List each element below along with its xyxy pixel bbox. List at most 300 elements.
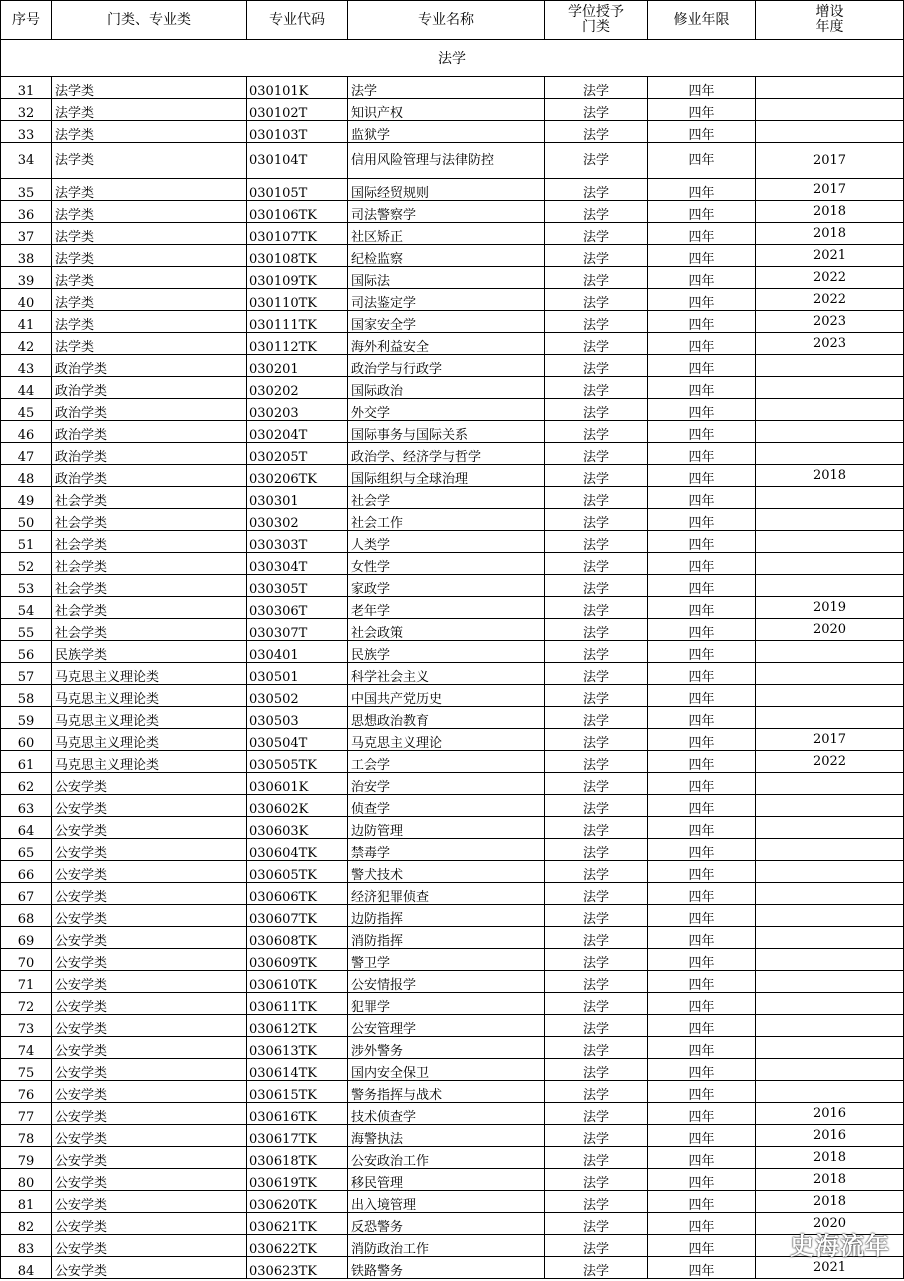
table-row <box>1 883 904 905</box>
cell-degree: 法学 <box>545 1081 648 1103</box>
cell-category: 公安学类 <box>52 1235 247 1257</box>
cell-degree: 法学 <box>545 121 648 143</box>
cell-code: 030607TK <box>247 905 348 927</box>
cell-name: 犯罪学 <box>348 993 545 1015</box>
cell-year <box>756 399 904 421</box>
table-row <box>1 575 904 597</box>
table-row <box>1 1147 904 1169</box>
cell-degree: 法学 <box>545 1257 648 1279</box>
cell-category: 政治学类 <box>52 443 247 465</box>
cell-category: 政治学类 <box>52 465 247 487</box>
cell-code: 030112TK <box>247 333 348 355</box>
cell-category: 公安学类 <box>52 1191 247 1213</box>
cell-name: 国家安全学 <box>348 311 545 333</box>
cell-degree: 法学 <box>545 1235 648 1257</box>
cell-code: 030101K <box>247 77 348 99</box>
table-row <box>1 993 904 1015</box>
table-row <box>1 949 904 971</box>
cell-seq: 76 <box>1 1081 52 1103</box>
cell-duration: 四年 <box>648 1015 756 1037</box>
cell-category: 社会学类 <box>52 619 247 641</box>
cell-name: 涉外警务 <box>348 1037 545 1059</box>
cell-year <box>756 355 904 377</box>
table-row <box>1 729 904 751</box>
cell-duration: 四年 <box>648 729 756 751</box>
cell-duration: 四年 <box>648 1257 756 1279</box>
cell-duration: 四年 <box>648 77 756 99</box>
cell-code: 030603K <box>247 817 348 839</box>
cell-degree: 法学 <box>545 619 648 641</box>
cell-category: 社会学类 <box>52 575 247 597</box>
cell-duration: 四年 <box>648 179 756 201</box>
cell-name: 民族学 <box>348 641 545 663</box>
cell-degree: 法学 <box>545 751 648 773</box>
table-row <box>1 795 904 817</box>
cell-name: 家政学 <box>348 575 545 597</box>
cell-degree: 法学 <box>545 333 648 355</box>
cell-category: 公安学类 <box>52 1037 247 1059</box>
header-year-line2: 年度 <box>815 19 844 35</box>
cell-degree: 法学 <box>545 1147 648 1169</box>
header-name: 专业名称 <box>348 1 545 40</box>
cell-code: 030501 <box>247 663 348 685</box>
cell-year <box>756 99 904 121</box>
cell-seq: 78 <box>1 1125 52 1147</box>
cell-category: 法学类 <box>52 143 247 179</box>
header-degree <box>545 1 648 40</box>
header-duration: 修业年限 <box>648 1 756 40</box>
table-row <box>1 641 904 663</box>
table-row <box>1 839 904 861</box>
cell-duration: 四年 <box>648 971 756 993</box>
cell-category: 法学类 <box>52 245 247 267</box>
cell-code: 030204T <box>247 421 348 443</box>
cell-year <box>756 1015 904 1037</box>
cell-name: 公安情报学 <box>348 971 545 993</box>
cell-category: 公安学类 <box>52 927 247 949</box>
cell-code: 030307T <box>247 619 348 641</box>
cell-degree: 法学 <box>545 1059 648 1081</box>
cell-seq: 33 <box>1 121 52 143</box>
cell-degree: 法学 <box>545 993 648 1015</box>
cell-code: 030202 <box>247 377 348 399</box>
cell-duration: 四年 <box>648 1125 756 1147</box>
cell-year <box>756 1037 904 1059</box>
cell-year <box>756 993 904 1015</box>
cell-code: 030616TK <box>247 1103 348 1125</box>
cell-code: 030306T <box>247 597 348 619</box>
cell-degree: 法学 <box>545 575 648 597</box>
cell-degree: 法学 <box>545 487 648 509</box>
table-row <box>1 1103 904 1125</box>
cell-year: 2018 <box>756 1147 904 1169</box>
cell-seq: 64 <box>1 817 52 839</box>
cell-category: 法学类 <box>52 77 247 99</box>
cell-duration: 四年 <box>648 355 756 377</box>
cell-seq: 66 <box>1 861 52 883</box>
cell-name: 消防指挥 <box>348 927 545 949</box>
cell-year: 2023 <box>756 333 904 355</box>
cell-seq: 53 <box>1 575 52 597</box>
cell-name: 国内安全保卫 <box>348 1059 545 1081</box>
cell-name: 工会学 <box>348 751 545 773</box>
cell-degree: 法学 <box>545 927 648 949</box>
cell-name: 海外利益安全 <box>348 333 545 355</box>
table-row <box>1 143 904 179</box>
cell-category: 马克思主义理论类 <box>52 685 247 707</box>
header-seq: 序号 <box>1 1 52 40</box>
cell-duration: 四年 <box>648 465 756 487</box>
cell-year: 2018 <box>756 1169 904 1191</box>
cell-seq: 70 <box>1 949 52 971</box>
cell-degree: 法学 <box>545 1037 648 1059</box>
cell-year <box>756 77 904 99</box>
cell-name: 社会政策 <box>348 619 545 641</box>
header-category: 门类、专业类 <box>52 1 247 40</box>
cell-code: 030105T <box>247 179 348 201</box>
cell-code: 030505TK <box>247 751 348 773</box>
cell-category: 政治学类 <box>52 421 247 443</box>
cell-degree: 法学 <box>545 773 648 795</box>
cell-degree: 法学 <box>545 1015 648 1037</box>
cell-seq: 57 <box>1 663 52 685</box>
cell-name: 警务指挥与战术 <box>348 1081 545 1103</box>
header-code: 专业代码 <box>247 1 348 40</box>
table-row <box>1 1213 904 1235</box>
cell-seq: 71 <box>1 971 52 993</box>
cell-year: 2018 <box>756 201 904 223</box>
cell-degree: 法学 <box>545 77 648 99</box>
cell-name: 公安管理学 <box>348 1015 545 1037</box>
cell-duration: 四年 <box>648 245 756 267</box>
cell-code: 030206TK <box>247 465 348 487</box>
cell-degree: 法学 <box>545 99 648 121</box>
table-row <box>1 971 904 993</box>
cell-year: 2016 <box>756 1125 904 1147</box>
cell-code: 030301 <box>247 487 348 509</box>
table-row <box>1 1015 904 1037</box>
cell-seq: 39 <box>1 267 52 289</box>
cell-degree: 法学 <box>545 1191 648 1213</box>
cell-duration: 四年 <box>648 99 756 121</box>
cell-degree: 法学 <box>545 1169 648 1191</box>
cell-year <box>756 971 904 993</box>
cell-duration: 四年 <box>648 421 756 443</box>
cell-category: 社会学类 <box>52 597 247 619</box>
cell-seq: 68 <box>1 905 52 927</box>
cell-degree: 法学 <box>545 245 648 267</box>
cell-category: 公安学类 <box>52 795 247 817</box>
cell-seq: 41 <box>1 311 52 333</box>
cell-duration: 四年 <box>648 949 756 971</box>
cell-name: 政治学与行政学 <box>348 355 545 377</box>
cell-duration: 四年 <box>648 487 756 509</box>
cell-code: 030612TK <box>247 1015 348 1037</box>
cell-name: 国际经贸规则 <box>348 179 545 201</box>
cell-seq: 45 <box>1 399 52 421</box>
table-row <box>1 1059 904 1081</box>
cell-year: 2018 <box>756 465 904 487</box>
cell-seq: 49 <box>1 487 52 509</box>
cell-category: 公安学类 <box>52 1147 247 1169</box>
cell-degree: 法学 <box>545 663 648 685</box>
table-row <box>1 1191 904 1213</box>
cell-code: 030613TK <box>247 1037 348 1059</box>
cell-duration: 四年 <box>648 861 756 883</box>
cell-name: 老年学 <box>348 597 545 619</box>
cell-code: 030108TK <box>247 245 348 267</box>
cell-degree: 法学 <box>545 443 648 465</box>
cell-degree: 法学 <box>545 861 648 883</box>
cell-seq: 69 <box>1 927 52 949</box>
cell-year: 2018 <box>756 1191 904 1213</box>
cell-year: 2021 <box>756 245 904 267</box>
cell-code: 030401 <box>247 641 348 663</box>
cell-seq: 32 <box>1 99 52 121</box>
cell-name: 法学 <box>348 77 545 99</box>
cell-code: 030504T <box>247 729 348 751</box>
cell-duration: 四年 <box>648 377 756 399</box>
cell-degree: 法学 <box>545 1103 648 1125</box>
table-row <box>1 487 904 509</box>
cell-name: 监狱学 <box>348 121 545 143</box>
cell-category: 马克思主义理论类 <box>52 663 247 685</box>
cell-year <box>756 795 904 817</box>
cell-degree: 法学 <box>545 839 648 861</box>
cell-seq: 84 <box>1 1257 52 1279</box>
table-row <box>1 1257 904 1279</box>
cell-category: 公安学类 <box>52 993 247 1015</box>
cell-seq: 75 <box>1 1059 52 1081</box>
cell-seq: 77 <box>1 1103 52 1125</box>
cell-year: 2020 <box>756 619 904 641</box>
cell-duration: 四年 <box>648 927 756 949</box>
cell-name: 消防政治工作 <box>348 1235 545 1257</box>
cell-year: 2017 <box>756 143 904 179</box>
table-row <box>1 355 904 377</box>
cell-name: 国际组织与全球治理 <box>348 465 545 487</box>
cell-year <box>756 487 904 509</box>
cell-year <box>756 421 904 443</box>
cell-seq: 59 <box>1 707 52 729</box>
table-row <box>1 267 904 289</box>
cell-duration: 四年 <box>648 817 756 839</box>
cell-category: 公安学类 <box>52 1213 247 1235</box>
cell-seq: 56 <box>1 641 52 663</box>
cell-code: 030615TK <box>247 1081 348 1103</box>
cell-duration: 四年 <box>648 773 756 795</box>
cell-seq: 35 <box>1 179 52 201</box>
cell-duration: 四年 <box>648 121 756 143</box>
cell-category: 马克思主义理论类 <box>52 751 247 773</box>
table-row <box>1 707 904 729</box>
cell-code: 030617TK <box>247 1125 348 1147</box>
cell-degree: 法学 <box>545 817 648 839</box>
table-row <box>1 333 904 355</box>
cell-duration: 四年 <box>648 1235 756 1257</box>
cell-duration: 四年 <box>648 597 756 619</box>
section-title: 法学 <box>1 40 904 77</box>
cell-duration: 四年 <box>648 1213 756 1235</box>
cell-duration: 四年 <box>648 399 756 421</box>
watermark-text: 史海流年 <box>790 1232 890 1260</box>
cell-category: 法学类 <box>52 99 247 121</box>
cell-category: 公安学类 <box>52 1169 247 1191</box>
cell-duration: 四年 <box>648 1081 756 1103</box>
cell-name: 马克思主义理论 <box>348 729 545 751</box>
cell-name: 经济犯罪侦查 <box>348 883 545 905</box>
cell-year <box>756 1059 904 1081</box>
cell-category: 马克思主义理论类 <box>52 707 247 729</box>
cell-degree: 法学 <box>545 685 648 707</box>
cell-name: 中国共产党历史 <box>348 685 545 707</box>
cell-degree: 法学 <box>545 223 648 245</box>
cell-seq: 73 <box>1 1015 52 1037</box>
cell-code: 030602K <box>247 795 348 817</box>
cell-year <box>756 663 904 685</box>
table-row <box>1 861 904 883</box>
cell-code: 030610TK <box>247 971 348 993</box>
cell-seq: 61 <box>1 751 52 773</box>
cell-duration: 四年 <box>648 883 756 905</box>
cell-name: 司法警察学 <box>348 201 545 223</box>
cell-duration: 四年 <box>648 143 756 179</box>
cell-category: 法学类 <box>52 179 247 201</box>
cell-seq: 55 <box>1 619 52 641</box>
cell-year <box>756 443 904 465</box>
cell-degree: 法学 <box>545 971 648 993</box>
cell-name: 知识产权 <box>348 99 545 121</box>
cell-code: 030111TK <box>247 311 348 333</box>
cell-duration: 四年 <box>648 1103 756 1125</box>
table-row <box>1 1037 904 1059</box>
cell-duration: 四年 <box>648 289 756 311</box>
cell-seq: 79 <box>1 1147 52 1169</box>
cell-category: 马克思主义理论类 <box>52 729 247 751</box>
cell-duration: 四年 <box>648 641 756 663</box>
cell-seq: 62 <box>1 773 52 795</box>
cell-code: 030104T <box>247 143 348 179</box>
cell-code: 030620TK <box>247 1191 348 1213</box>
header-year-line1: 增设 <box>815 4 844 20</box>
cell-degree: 法学 <box>545 465 648 487</box>
cell-category: 法学类 <box>52 223 247 245</box>
cell-seq: 47 <box>1 443 52 465</box>
table-row <box>1 685 904 707</box>
cell-seq: 48 <box>1 465 52 487</box>
cell-name: 禁毒学 <box>348 839 545 861</box>
cell-duration: 四年 <box>648 905 756 927</box>
cell-year <box>756 531 904 553</box>
cell-name: 侦查学 <box>348 795 545 817</box>
cell-code: 030609TK <box>247 949 348 971</box>
cell-duration: 四年 <box>648 311 756 333</box>
cell-code: 030304T <box>247 553 348 575</box>
cell-duration: 四年 <box>648 443 756 465</box>
cell-year: 2018 <box>756 223 904 245</box>
cell-seq: 72 <box>1 993 52 1015</box>
cell-degree: 法学 <box>545 597 648 619</box>
cell-code: 030608TK <box>247 927 348 949</box>
cell-year: 2017 <box>756 729 904 751</box>
cell-code: 030107TK <box>247 223 348 245</box>
cell-seq: 38 <box>1 245 52 267</box>
cell-duration: 四年 <box>648 333 756 355</box>
table-row <box>1 245 904 267</box>
cell-year <box>756 927 904 949</box>
cell-degree: 法学 <box>545 1125 648 1147</box>
cell-degree: 法学 <box>545 377 648 399</box>
cell-year <box>756 905 904 927</box>
cell-degree: 法学 <box>545 707 648 729</box>
cell-duration: 四年 <box>648 685 756 707</box>
cell-degree: 法学 <box>545 421 648 443</box>
cell-code: 030606TK <box>247 883 348 905</box>
cell-code: 030106TK <box>247 201 348 223</box>
cell-code: 030102T <box>247 99 348 121</box>
cell-category: 公安学类 <box>52 971 247 993</box>
cell-seq: 31 <box>1 77 52 99</box>
cell-year: 2022 <box>756 751 904 773</box>
cell-category: 公安学类 <box>52 839 247 861</box>
cell-year <box>756 575 904 597</box>
cell-degree: 法学 <box>545 641 648 663</box>
cell-code: 030205T <box>247 443 348 465</box>
cell-duration: 四年 <box>648 795 756 817</box>
cell-code: 030611TK <box>247 993 348 1015</box>
table-body <box>1 40 904 1279</box>
table-row <box>1 289 904 311</box>
cell-category: 社会学类 <box>52 531 247 553</box>
cell-category: 法学类 <box>52 121 247 143</box>
cell-year <box>756 861 904 883</box>
cell-duration: 四年 <box>648 619 756 641</box>
cell-name: 社会学 <box>348 487 545 509</box>
cell-name: 边防指挥 <box>348 905 545 927</box>
cell-category: 政治学类 <box>52 399 247 421</box>
cell-year <box>756 121 904 143</box>
cell-degree: 法学 <box>545 355 648 377</box>
cell-code: 030614TK <box>247 1059 348 1081</box>
cell-category: 公安学类 <box>52 905 247 927</box>
cell-duration: 四年 <box>648 1059 756 1081</box>
cell-name: 人类学 <box>348 531 545 553</box>
cell-seq: 60 <box>1 729 52 751</box>
table-row <box>1 179 904 201</box>
cell-duration: 四年 <box>648 267 756 289</box>
table-row <box>1 597 904 619</box>
header-year <box>756 1 904 40</box>
section-row <box>1 40 904 77</box>
table-row <box>1 377 904 399</box>
table-row <box>1 927 904 949</box>
cell-degree: 法学 <box>545 509 648 531</box>
table-row <box>1 751 904 773</box>
cell-category: 公安学类 <box>52 883 247 905</box>
cell-category: 法学类 <box>52 201 247 223</box>
cell-seq: 67 <box>1 883 52 905</box>
table-row <box>1 223 904 245</box>
cell-degree: 法学 <box>545 553 648 575</box>
cell-code: 030502 <box>247 685 348 707</box>
cell-name: 移民管理 <box>348 1169 545 1191</box>
cell-degree: 法学 <box>545 267 648 289</box>
table-row <box>1 663 904 685</box>
cell-duration: 四年 <box>648 531 756 553</box>
cell-category: 政治学类 <box>52 377 247 399</box>
cell-duration: 四年 <box>648 575 756 597</box>
cell-category: 公安学类 <box>52 861 247 883</box>
